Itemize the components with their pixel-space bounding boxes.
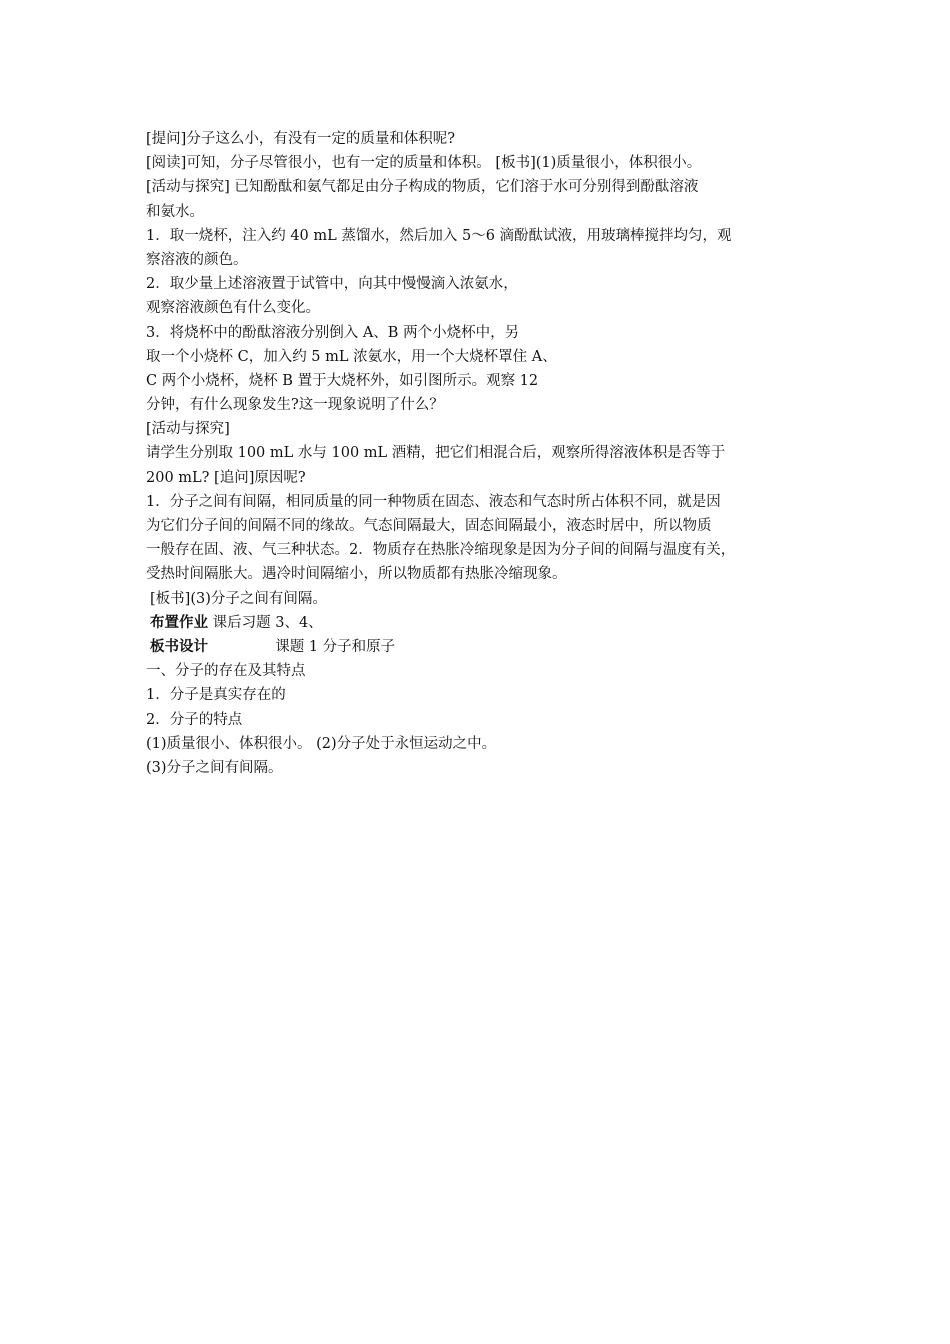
text-line: 3．将烧杯中的酚酞溶液分别倒入 A、B 两个小烧杯中，另 (146, 324, 520, 341)
homework-text: 课后习题 3、4、 (212, 614, 323, 631)
text-line: 2．取少量上述溶液置于试管中，向其中慢慢滴入浓氨水， (146, 276, 518, 293)
text-line: C 两个小烧杯，烧杯 B 置于大烧杯外，如引图所示。观察 12 (146, 372, 539, 389)
text-line: 观察溶液颜色有什么变化。 (146, 300, 320, 317)
text-line: 察溶液的颜色。 (146, 251, 248, 268)
text-line: [活动与探究] (146, 421, 230, 438)
text-line: 1．取一烧杯，注入约 40 mL 蒸馏水，然后加入 5～6 滴酚酞试液，用玻璃棒搅拌均匀，观 (146, 227, 732, 244)
text-line: 1．分子之间有间隔，相同质量的同一种物质在固态、液态和气态时所占体积不同，就是因 (146, 493, 721, 510)
board-design-line (146, 635, 826, 659)
text-line: 受热时间隔胀大。遇冷时间隔缩小，所以物质都有热胀冷缩现象。 (146, 566, 567, 583)
outline-item: 1．分子是真实存在的 (146, 687, 286, 704)
text-line: 一般存在固、液、气三种状态。2．物质存在热胀冷缩现象是因为分子间的间隔与温度有关， (146, 542, 736, 559)
text-line: 200 mL? [追问]原因呢? (146, 469, 306, 486)
text-line: 和氨水。 (146, 203, 204, 220)
text-line: [提问]分子这么小，有没有一定的质量和体积呢? (146, 131, 456, 147)
board-note: [板书](3)分子之间有间隔。 (150, 590, 327, 607)
document-body (146, 127, 826, 780)
text-line: [活动与探究] 已知酚酞和氨气都足由分子构成的物质，它们溶于水可分别得到酚酞溶液 (146, 179, 699, 196)
board-design-title: 课题 1 分子和原子 (275, 638, 396, 655)
text-line: 取一个小烧杯 C，加入约 5 mL 浓氨水，用一个大烧杯罩住 A、 (146, 348, 557, 365)
homework-label: 布置作业 (150, 614, 208, 631)
text-line: 分钟，有什么现象发生?这一现象说明了什么？ (146, 397, 444, 414)
outline-item: (1)质量很小、体积很小。 (2)分子处于永恒运动之中。 (146, 735, 497, 752)
outline-heading: 一、分子的存在及其特点 (146, 663, 306, 680)
text-line: 为它们分子间的间隔不同的缘故。气态间隔最大，固态间隔最小，液态时居中，所以物质 (146, 518, 712, 534)
outline-item: (3)分子之间有间隔。 (146, 759, 283, 776)
board-design-label: 板书设计 (150, 638, 208, 655)
outline-item: 2．分子的特点 (146, 711, 243, 728)
text-line: [阅读]可知，分子尽管很小，也有一定的质量和体积。 [板书](1)质量很小，体积很小。 (146, 155, 702, 172)
homework-line (146, 611, 826, 635)
text-line: 请学生分别取 100 mL 水与 100 mL 酒精，把它们相混合后，观察所得溶液体积是否等于 (146, 445, 726, 462)
